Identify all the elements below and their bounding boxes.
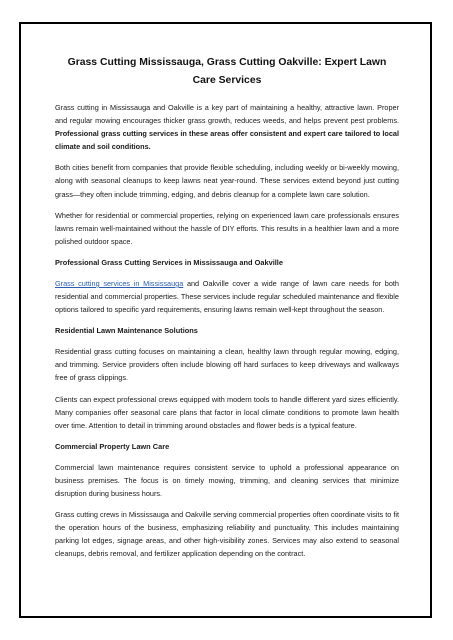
services-text: and Oakville cover a wide range of lawn care needs for both residential and commercial properties. These services include regular scheduled maintenance and flexible options tailored to specific yard requirements, ensuring lawns remain well-kept throughout the season. [55, 278, 399, 315]
document-title: Grass Cutting Mississauga, Grass Cutting Oakville: Expert Lawn Care Services [67, 57, 387, 86]
section-heading-commercial: Commercial Property Lawn Care [55, 441, 170, 451]
commercial-paragraph-2: Grass cutting crews in Mississauga and Oakville serving commercial properties often coordinate visits to fit the operation hours of the business, emphasizing reliability and punctuality. This includes maintaining parking lot edges, signage areas, and other high-visibility zones. Services may also extend to seasonal cleanups, debris removal, and fertilizer application depending on the contract. [55, 510, 399, 559]
intro-text: Grass cutting in Mississauga and Oakville is a key part of maintaining a healthy, attractive lawn. Proper and regular mowing encourages thicker grass growth, reduces weeds, and helps prevent pest problems. [55, 103, 399, 126]
grass-cutting-services-link[interactable]: Grass cutting services in Mississauga [55, 278, 184, 288]
services-paragraph [55, 277, 399, 316]
scheduling-paragraph: Both cities benefit from companies that provide flexible scheduling, including weekly or bi-weekly mowing, along with seasonal cleanups to keep lawns neat year-round. These services extend beyond just cutting grass—they often include trimming, edging, and debris cleanup for a complete lawn care solution. [55, 163, 399, 199]
commercial-paragraph-1: Commercial lawn maintenance requires consistent service to uphold a professional appearance on business premises. The focus is on timely mowing, trimming, and cleaning services that minimize disruption during business hours. [55, 462, 399, 498]
section-heading-residential: Residential Lawn Maintenance Solutions [55, 326, 198, 336]
document-body [55, 54, 399, 568]
section-heading-professional-services: Professional Grass Cutting Services in Mississauga and Oakville [55, 257, 283, 267]
residential-paragraph-1: Residential grass cutting focuses on maintaining a clean, healthy lawn through regular mowing, edging, and trimming. Service providers often include blowing off hard surfaces to keep driveways and walkways free of grass clippings. [55, 347, 399, 383]
residential-paragraph-2: Clients can expect professional crews equipped with modern tools to handle different yard sizes efficiently. Many companies offer seasonal care plans that factor in local climate conditions to promote lawn health over time. Attention to detail in trimming around obstacles and flower beds is a typical feature. [55, 394, 399, 430]
professionals-paragraph: Whether for residential or commercial properties, relying on experienced lawn care professionals ensures lawns remain well-maintained without the hassle of DIY efforts. This results in a healthier lawn and a more polished outdoor space. [55, 210, 399, 246]
intro-paragraph [55, 101, 399, 153]
intro-bold-text: Professional grass cutting services in these areas offer consistent and expert care tailored to local climate and soil conditions. [55, 129, 399, 152]
